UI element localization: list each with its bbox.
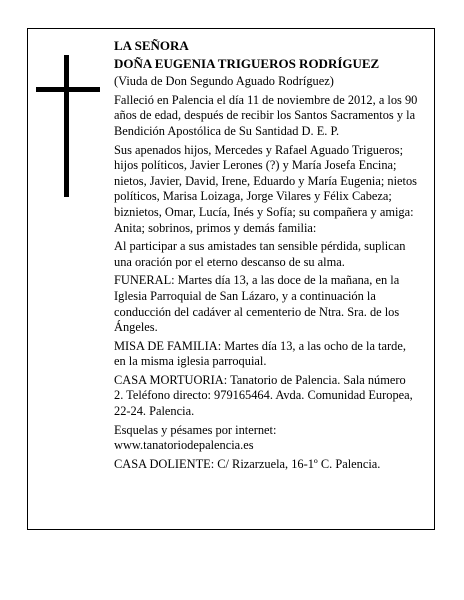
prayer-request: Al participar a sus amistades tan sensible pérdida, suplican una oración por el eterno descanso de su alma. <box>114 239 406 269</box>
widow-note: (Viuda de Don Segundo Aguado Rodríguez) <box>114 74 334 89</box>
funeral-home-info: CASA MORTUORIA: Tanatorio de Palencia. Sala número 2. Teléfono directo: 979165464. Avda. Comunidad Europea, 22-24. Palencia. <box>114 372 413 419</box>
heading-title: LA SEÑORA <box>114 38 189 53</box>
mourning-house: CASA DOLIENTE: C/ Rizarzuela, 16-1º C. Palencia. <box>114 456 381 471</box>
online-condolences: Esquelas y pésames por internet: www.tanatoriodepalencia.es <box>114 422 277 453</box>
family-list: Sus apenados hijos, Mercedes y Rafael Aguado Trigueros; hijos políticos, Javier Lerones (?) y María Josefa Encina; nietos, Javier, David, Irene, Eduardo y María Eugenia; nietos políticos, Marisa Loizaga, Jorge Vilares y Félix Cabeza; biznietos, Omar, Lucía, Inés y Sofía; su compañera y amiga: Anita; sobrinos, primos y demás familia: <box>114 142 417 235</box>
cross-horizontal-bar <box>36 87 100 92</box>
obituary-text <box>114 38 418 472</box>
deceased-name: DOÑA EUGENIA TRIGUEROS RODRÍGUEZ <box>114 55 380 71</box>
cross-icon <box>36 55 100 197</box>
family-mass-info: MISA DE FAMILIA: Martes día 13, a las ocho de la tarde, en la misma iglesia parroquial. <box>114 338 406 369</box>
cross-vertical-bar <box>64 55 69 197</box>
death-notice: Falleció en Palencia el día 11 de noviembre de 2012, a los 90 años de edad, después de recibir los Santos Sacramentos y la Bendición Apostólica de Su Santidad D. E. P. <box>114 92 418 138</box>
funeral-info: FUNERAL: Martes día 13, a las doce de la mañana, en la Iglesia Parroquial de San Lázaro, y a continuación la conducción del cadáver al cementerio de Ntra. Sra. de los Ángeles. <box>114 273 400 335</box>
